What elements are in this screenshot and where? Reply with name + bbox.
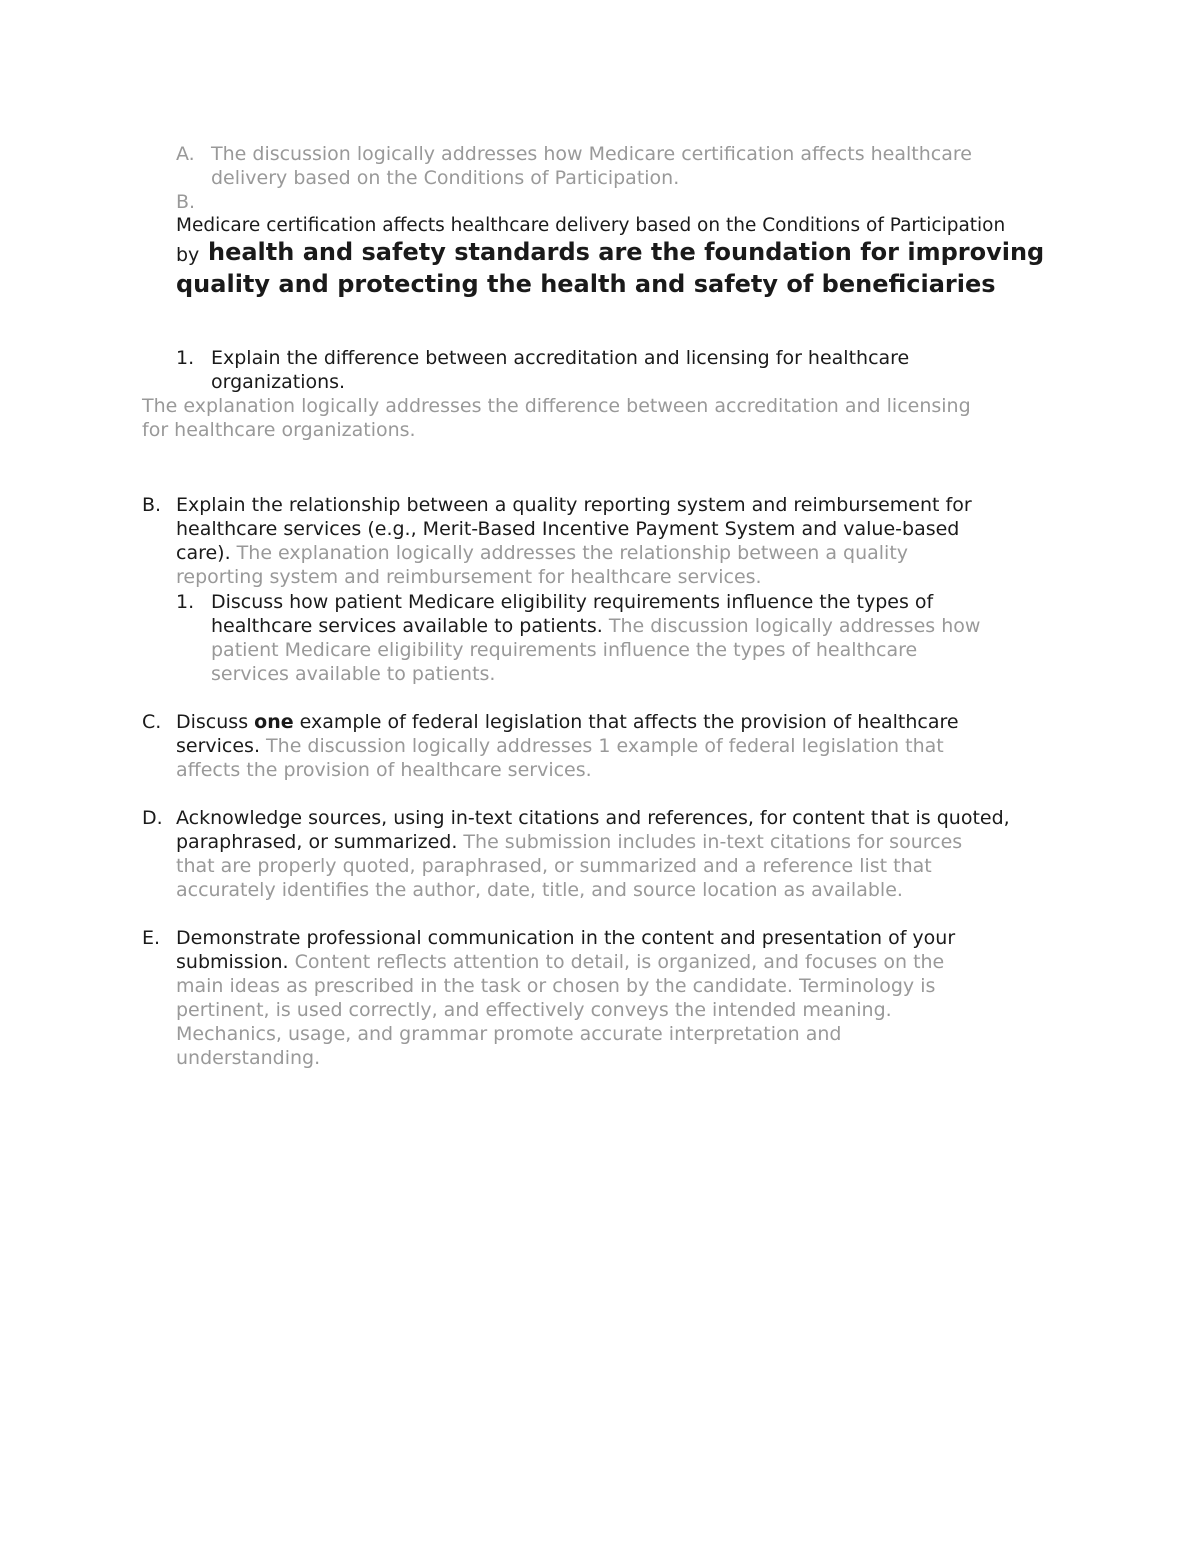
item-1-rubric-line2: for healthcare organizations.	[142, 419, 416, 441]
section-b-line2: healthcare services (e.g., Merit-Based Incentive Payment System and value-based	[176, 518, 960, 540]
section-c-line2-gray: The discussion logically addresses 1 example of federal legislation that	[260, 735, 944, 757]
section-b-line3-dark: care).	[176, 542, 231, 564]
item-a-line1: The discussion logically addresses how Medicare certification affects healthcare	[211, 143, 972, 165]
section-b-1-line4: services available to patients.	[211, 663, 496, 685]
section-e-line2	[176, 950, 944, 974]
section-d-marker: D.	[142, 807, 163, 829]
section-b-1-line2-dark: healthcare services available to patients.	[211, 615, 603, 637]
section-e-line4: pertinent, is used correctly, and effectively conveys the intended meaning.	[176, 999, 892, 1021]
section-d-line3: that are properly quoted, paraphrased, or summarized and a reference list that	[176, 855, 932, 877]
answer-b-line1: Medicare certification affects healthcare delivery based on the Conditions of Participation	[176, 215, 1006, 236]
section-e-line3: main ideas as prescribed in the task or chosen by the candidate. Terminology is	[176, 975, 936, 997]
section-b-1-line3: patient Medicare eligibility requirements influence the types of healthcare	[211, 639, 918, 661]
section-e-line6: understanding.	[176, 1047, 321, 1069]
section-c-line2	[176, 734, 944, 758]
section-c-line1-pre: Discuss	[176, 711, 255, 733]
section-c-line1-post: example of federal legislation that affects the provision of healthcare	[293, 711, 959, 733]
section-c-line1	[176, 710, 959, 734]
section-e-line2-dark: submission.	[176, 951, 289, 973]
answer-b-by: by	[176, 244, 200, 266]
section-b-1-marker: 1.	[176, 591, 195, 613]
item-1-line1: Explain the difference between accreditation and licensing for healthcare	[211, 347, 910, 369]
section-b-1-line1: Discuss how patient Medicare eligibility requirements influence the types of	[211, 591, 934, 613]
answer-b-bold-line2: quality and protecting the health and safety of beneficiaries	[176, 270, 996, 298]
section-e-marker: E.	[142, 927, 161, 949]
section-c-marker: C.	[142, 711, 162, 733]
section-e-line5: Mechanics, usage, and grammar promote accurate interpretation and	[176, 1023, 842, 1045]
section-c-line2-dark: services.	[176, 735, 260, 757]
item-a-marker: A.	[176, 143, 195, 165]
section-d-line2-dark: paraphrased, or summarized.	[176, 831, 458, 853]
item-1-line2: organizations.	[211, 371, 346, 393]
section-b-1-line2	[211, 614, 980, 638]
item-b-marker: B.	[176, 191, 196, 213]
section-e-line2-gray: Content reflects attention to detail, is organized, and focuses on the	[288, 951, 945, 973]
section-e-line1: Demonstrate professional communication in the content and presentation of your	[176, 927, 956, 949]
item-1-marker: 1.	[176, 347, 195, 369]
section-b-line3	[176, 541, 908, 565]
section-d-line2	[176, 830, 962, 854]
section-b-1-line2-gray: The discussion logically addresses how	[602, 615, 981, 637]
answer-b-bold-line1: health and safety standards are the foundation for improving	[208, 238, 1045, 266]
section-c-line1-bold: one	[254, 711, 294, 733]
item-a-line2: delivery based on the Conditions of Participation.	[211, 167, 680, 189]
section-d-line2-gray: The submission includes in-text citations for sources	[457, 831, 963, 853]
item-1-rubric-line1: The explanation logically addresses the difference between accreditation and licensing	[142, 395, 971, 417]
section-d-line1: Acknowledge sources, using in-text citations and references, for content that is quoted,	[176, 807, 1010, 829]
section-d-line4: accurately identifies the author, date, title, and source location as available.	[176, 879, 903, 901]
section-b-marker: B.	[142, 494, 162, 516]
section-b-line3-gray: The explanation logically addresses the relationship between a quality	[230, 542, 909, 564]
section-b-line1: Explain the relationship between a quality reporting system and reimbursement for	[176, 494, 972, 516]
section-c-line3: affects the provision of healthcare services.	[176, 759, 592, 781]
section-b-line4: reporting system and reimbursement for healthcare services.	[176, 566, 762, 588]
